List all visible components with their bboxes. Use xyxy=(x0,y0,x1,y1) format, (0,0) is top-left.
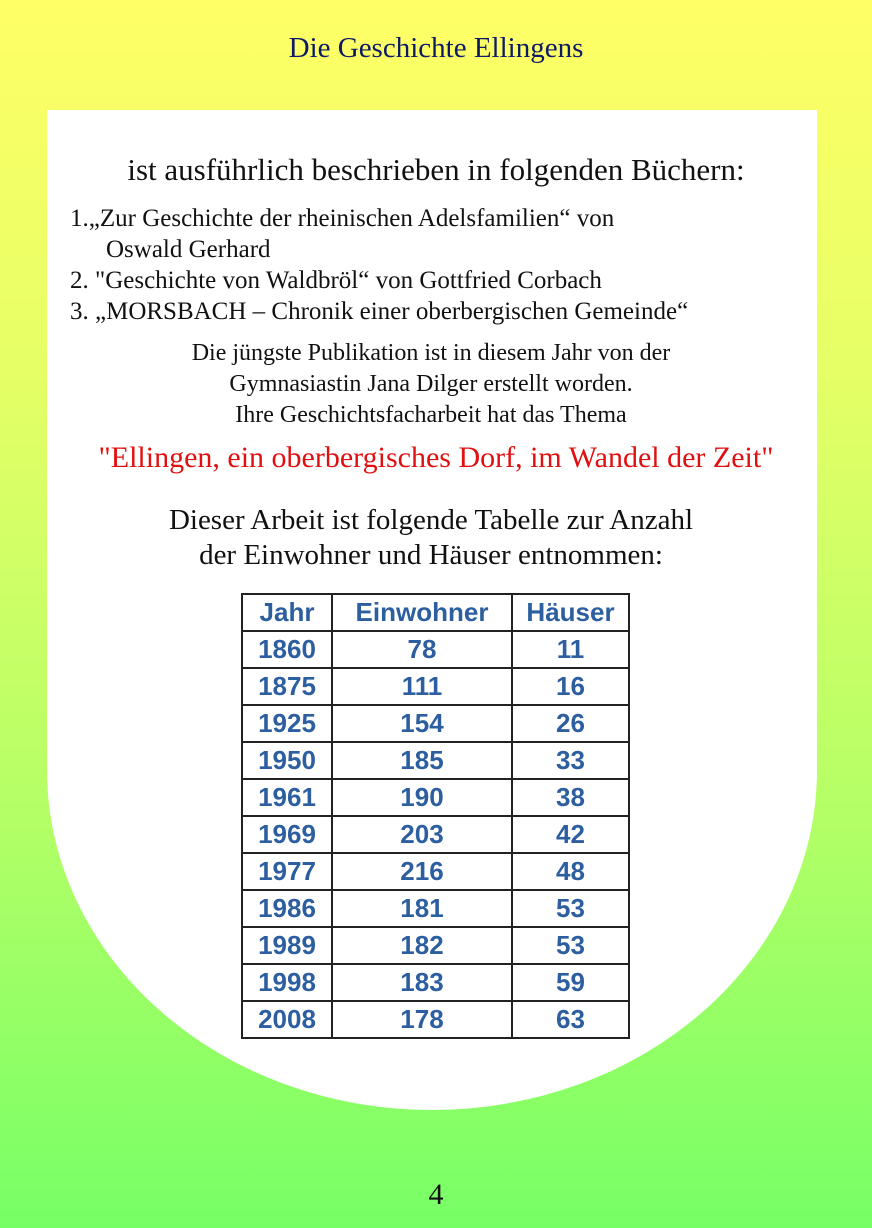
cell-houses: 16 xyxy=(512,668,629,705)
table-row xyxy=(242,853,629,890)
header-houses: Häuser xyxy=(512,594,629,631)
table-row xyxy=(242,668,629,705)
cell-houses: 42 xyxy=(512,816,629,853)
cell-houses: 26 xyxy=(512,705,629,742)
cell-year: 1986 xyxy=(242,890,332,927)
book-line-continued: Oswald Gerhard xyxy=(106,236,271,263)
cell-houses: 48 xyxy=(512,853,629,890)
cell-residents: 181 xyxy=(332,890,512,927)
book-item xyxy=(70,296,830,327)
cell-year: 1998 xyxy=(242,964,332,1001)
note-line: Ihre Geschichtsfacharbeit hat das Thema xyxy=(235,402,627,428)
cell-houses: 59 xyxy=(512,964,629,1001)
table-row xyxy=(242,705,629,742)
table-intro-line: der Einwohner und Häuser entnommen: xyxy=(199,539,663,571)
book-item xyxy=(70,203,830,265)
cell-year: 2008 xyxy=(242,1001,332,1038)
cell-houses: 53 xyxy=(512,927,629,964)
table-header-row xyxy=(242,594,629,631)
cell-year: 1961 xyxy=(242,779,332,816)
cell-houses: 33 xyxy=(512,742,629,779)
cell-residents: 185 xyxy=(332,742,512,779)
intro-text: ist ausführlich beschrieben in folgenden Büchern: xyxy=(127,152,745,187)
cell-year: 1860 xyxy=(242,631,332,668)
table-row xyxy=(242,779,629,816)
header-residents: Einwohner xyxy=(332,594,512,631)
table-row xyxy=(242,1001,629,1038)
cell-residents: 216 xyxy=(332,853,512,890)
cell-houses: 11 xyxy=(512,631,629,668)
cell-residents: 111 xyxy=(332,668,512,705)
cell-houses: 38 xyxy=(512,779,629,816)
cell-residents: 190 xyxy=(332,779,512,816)
cell-year: 1969 xyxy=(242,816,332,853)
note-line: Die jüngste Publikation ist in diesem Jahr von der xyxy=(191,340,671,366)
page-title: Die Geschichte Ellingens xyxy=(288,32,584,64)
table-row xyxy=(242,964,629,1001)
cell-year: 1977 xyxy=(242,853,332,890)
population-table xyxy=(241,593,630,1039)
book-line: 1.„Zur Geschichte der rheinischen Adelsfamilien“ von xyxy=(70,205,615,232)
cell-residents: 78 xyxy=(332,631,512,668)
cell-residents: 154 xyxy=(332,705,512,742)
cell-year: 1989 xyxy=(242,927,332,964)
table-row xyxy=(242,927,629,964)
table-row xyxy=(242,816,629,853)
cell-residents: 183 xyxy=(332,964,512,1001)
table-intro-line: Dieser Arbeit ist folgende Tabelle zur Anzahl xyxy=(168,504,694,536)
cell-houses: 53 xyxy=(512,890,629,927)
table-intro xyxy=(0,503,862,573)
cell-houses: 63 xyxy=(512,1001,629,1038)
cell-residents: 203 xyxy=(332,816,512,853)
table-row xyxy=(242,890,629,927)
book-line: 2. "Geschichte von Waldbröl“ von Gottfried Corbach xyxy=(70,267,602,294)
book-list xyxy=(70,203,830,327)
cell-year: 1925 xyxy=(242,705,332,742)
publication-note xyxy=(0,338,862,431)
table-row xyxy=(242,742,629,779)
book-item xyxy=(70,265,830,296)
page-number: 4 xyxy=(428,1178,444,1211)
cell-year: 1950 xyxy=(242,742,332,779)
book-line: 3. „MORSBACH – Chronik einer oberbergischen Gemeinde“ xyxy=(70,298,689,325)
cell-year: 1875 xyxy=(242,668,332,705)
header-year: Jahr xyxy=(242,594,332,631)
note-line: Gymnasiastin Jana Dilger erstellt worden. xyxy=(229,371,633,397)
table-row xyxy=(242,631,629,668)
thesis-title: "Ellingen, ein oberbergisches Dorf, im Wandel der Zeit" xyxy=(98,441,774,474)
cell-residents: 178 xyxy=(332,1001,512,1038)
cell-residents: 182 xyxy=(332,927,512,964)
